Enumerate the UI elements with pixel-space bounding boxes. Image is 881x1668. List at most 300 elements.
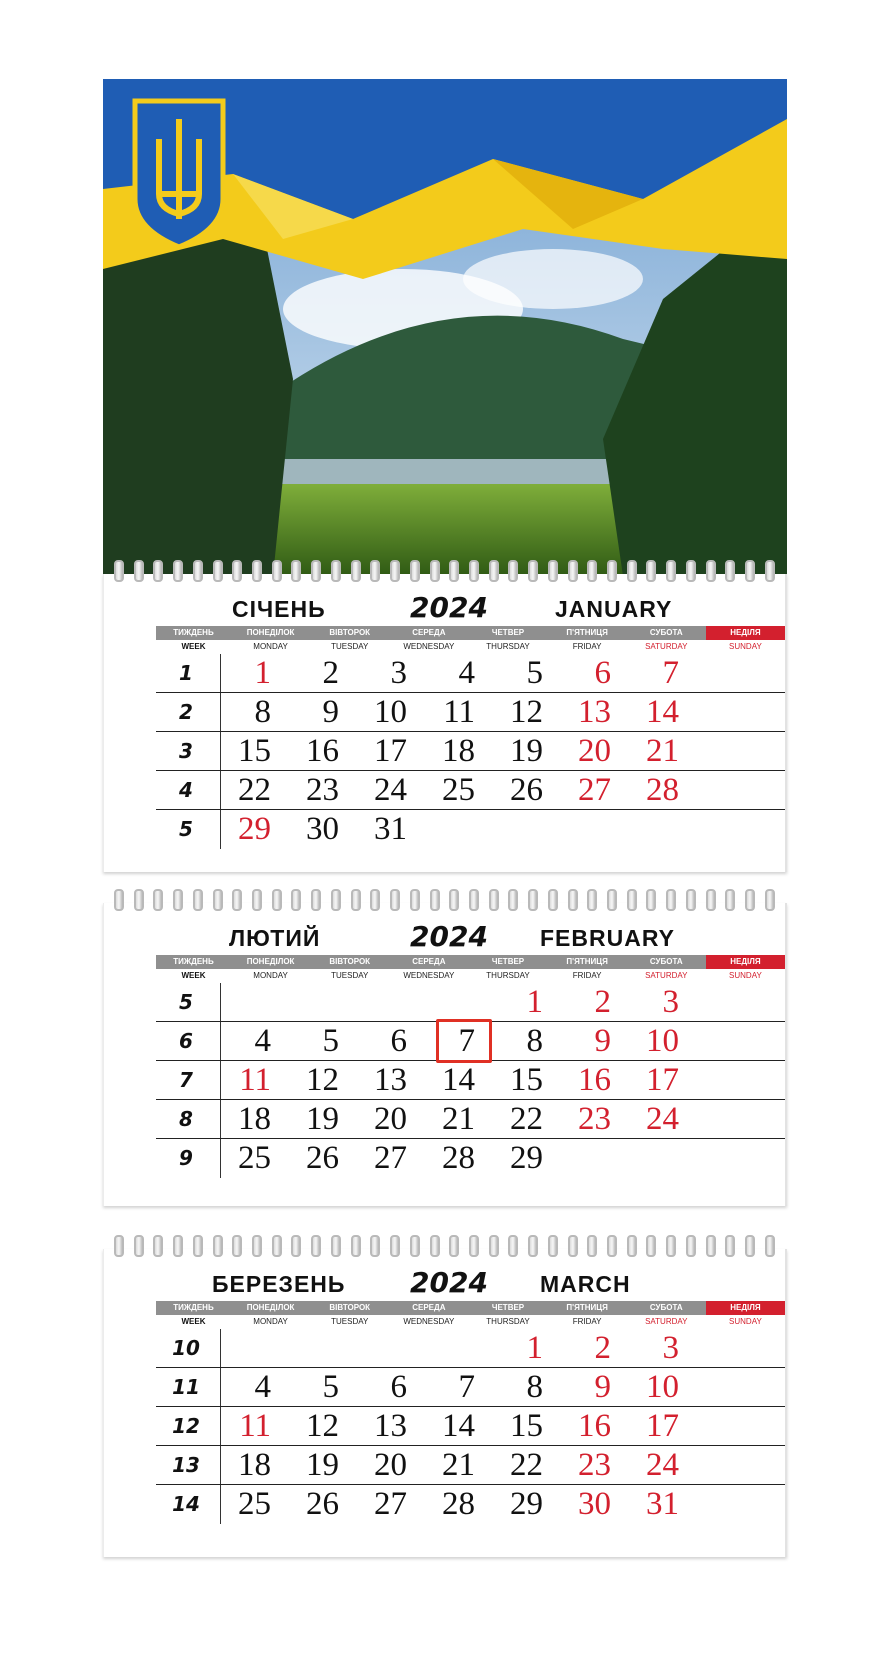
day-cell[interactable] — [360, 1061, 433, 1100]
day-number: 6 — [390, 1369, 407, 1405]
spiral-ring-icon — [430, 560, 440, 582]
day-cell[interactable] — [360, 732, 433, 771]
day-number: 21 — [442, 1447, 475, 1483]
weekday-label-uk: СЕРЕДА — [412, 1303, 446, 1312]
day-cell[interactable] — [632, 771, 705, 810]
day-cell[interactable] — [292, 1022, 365, 1061]
day-number: 16 — [306, 733, 339, 769]
day-cell[interactable] — [632, 1407, 705, 1446]
day-number: 29 — [238, 811, 271, 847]
month-title — [104, 1266, 785, 1301]
weekday-header-uk — [156, 955, 785, 969]
week-row — [156, 1061, 785, 1100]
day-number: 27 — [374, 1140, 407, 1176]
day-number: 17 — [646, 1408, 679, 1444]
day-number: 15 — [238, 733, 271, 769]
spiral-ring-icon — [489, 1235, 499, 1257]
day-number: 10 — [646, 1023, 679, 1059]
weekday-header-en — [156, 640, 785, 654]
day-cell[interactable] — [428, 1139, 501, 1178]
day-cell[interactable] — [224, 732, 297, 771]
day-cell[interactable] — [360, 810, 433, 849]
weekday-label-uk: СУБОТА — [649, 1303, 683, 1312]
day-number: 15 — [510, 1062, 543, 1098]
day-cell[interactable] — [496, 1485, 569, 1524]
weekday-label-en: FRIDAY — [572, 971, 602, 980]
weekday-label-en: SATURDAY — [645, 971, 688, 980]
day-cell[interactable] — [564, 1368, 637, 1407]
day-cell[interactable] — [496, 732, 569, 771]
day-cell[interactable] — [496, 654, 569, 693]
spiral-ring-icon — [410, 889, 420, 911]
spiral-ring-icon — [232, 889, 242, 911]
weekday-label-en: MONDAY — [253, 642, 288, 651]
day-cell[interactable] — [224, 1100, 297, 1139]
day-cell[interactable] — [428, 1368, 501, 1407]
day-number: 2 — [594, 1330, 611, 1366]
day-cell[interactable] — [632, 654, 705, 693]
day-cell[interactable] — [564, 732, 637, 771]
day-number: 6 — [390, 1023, 407, 1059]
spiral-ring-icon — [331, 889, 341, 911]
spiral-ring-icon — [725, 1235, 735, 1257]
day-number: 23 — [306, 772, 339, 808]
spiral-binding — [104, 889, 785, 911]
week-row — [156, 1485, 785, 1524]
spiral-ring-icon — [291, 1235, 301, 1257]
month-name-uk: ЛЮТИЙ — [229, 925, 321, 951]
spiral-ring-icon — [666, 1235, 676, 1257]
landscape-image — [103, 79, 787, 576]
week-row — [156, 1407, 785, 1446]
day-cell[interactable] — [564, 1022, 637, 1061]
spiral-ring-icon — [153, 889, 163, 911]
spiral-ring-icon — [686, 560, 696, 582]
day-cell[interactable] — [632, 1446, 705, 1485]
day-number: 28 — [442, 1140, 475, 1176]
day-number: 20 — [374, 1101, 407, 1137]
weekday-header-en — [156, 1315, 785, 1329]
day-cell[interactable] — [632, 1485, 705, 1524]
day-number: 13 — [578, 694, 611, 730]
day-number: 14 — [442, 1062, 475, 1098]
spiral-ring-icon — [311, 1235, 321, 1257]
day-number: 19 — [306, 1101, 339, 1137]
week-row — [156, 1368, 785, 1407]
day-cell[interactable] — [360, 654, 433, 693]
day-cell[interactable] — [564, 1061, 637, 1100]
day-number: 14 — [442, 1408, 475, 1444]
day-cell[interactable] — [564, 1329, 637, 1368]
day-cell[interactable] — [292, 1368, 365, 1407]
day-cell[interactable] — [224, 693, 297, 732]
day-cell[interactable] — [564, 771, 637, 810]
week-row — [156, 1329, 785, 1368]
weekday-label-en: MONDAY — [253, 971, 288, 980]
weekday-label-uk: СУБОТА — [649, 628, 683, 637]
day-cell[interactable] — [292, 693, 365, 732]
day-cell[interactable] — [632, 1368, 705, 1407]
day-cell[interactable] — [632, 1022, 705, 1061]
spiral-ring-icon — [646, 889, 656, 911]
day-cell[interactable] — [564, 1100, 637, 1139]
day-number: 1 — [526, 984, 543, 1020]
day-cell[interactable] — [496, 1329, 569, 1368]
spiral-ring-icon — [745, 1235, 755, 1257]
day-number: 23 — [578, 1447, 611, 1483]
spiral-ring-icon — [410, 560, 420, 582]
day-cell[interactable] — [564, 654, 637, 693]
day-number: 21 — [442, 1101, 475, 1137]
day-cell[interactable] — [428, 1485, 501, 1524]
day-number: 2 — [322, 655, 339, 691]
week-number: 6 — [179, 1029, 193, 1053]
spiral-ring-icon — [311, 889, 321, 911]
spiral-ring-icon — [311, 560, 321, 582]
day-cell[interactable] — [224, 810, 297, 849]
week-row — [156, 693, 785, 732]
day-number: 26 — [306, 1486, 339, 1522]
day-number: 30 — [306, 811, 339, 847]
week-row — [156, 810, 785, 849]
day-cell[interactable] — [292, 810, 365, 849]
day-number: 7 — [662, 655, 679, 691]
weekday-label-en: SATURDAY — [645, 1317, 688, 1326]
day-number: 11 — [239, 1062, 271, 1098]
week-number: 8 — [179, 1107, 193, 1131]
day-cell[interactable] — [292, 771, 365, 810]
day-cell[interactable] — [224, 1368, 297, 1407]
day-cell[interactable] — [496, 1407, 569, 1446]
day-cell[interactable] — [632, 1329, 705, 1368]
day-number: 31 — [374, 811, 407, 847]
day-cell[interactable] — [360, 771, 433, 810]
weekday-label-en: SUNDAY — [729, 642, 762, 651]
day-cell[interactable] — [632, 1100, 705, 1139]
month-panel-january — [103, 574, 787, 872]
day-cell[interactable] — [360, 693, 433, 732]
day-cell[interactable] — [224, 1061, 297, 1100]
day-cell[interactable] — [564, 1407, 637, 1446]
weekday-label-uk: ПОНЕДІЛОК — [246, 957, 295, 966]
day-cell[interactable] — [292, 1139, 365, 1178]
day-number: 19 — [306, 1447, 339, 1483]
day-number: 3 — [662, 984, 679, 1020]
day-cell[interactable] — [564, 693, 637, 732]
spiral-ring-icon — [291, 889, 301, 911]
spiral-ring-icon — [134, 1235, 144, 1257]
day-number: 11 — [239, 1408, 271, 1444]
spiral-ring-icon — [489, 560, 499, 582]
spiral-ring-icon — [370, 1235, 380, 1257]
weekday-header-uk — [156, 1301, 785, 1315]
week-row — [156, 654, 785, 693]
day-number: 8 — [526, 1369, 543, 1405]
day-cell[interactable] — [496, 1061, 569, 1100]
spiral-ring-icon — [193, 560, 203, 582]
day-number: 23 — [578, 1101, 611, 1137]
day-cell[interactable] — [292, 654, 365, 693]
weekday-label-en: THURSDAY — [486, 642, 530, 651]
weekday-label-uk: НЕДІЛЯ — [706, 626, 785, 640]
spiral-ring-icon — [449, 1235, 459, 1257]
month-panel-march — [103, 1249, 787, 1557]
day-cell[interactable] — [496, 1022, 569, 1061]
month-panel-february — [103, 903, 787, 1206]
weekday-label-uk: СЕРЕДА — [412, 957, 446, 966]
week-number: 2 — [179, 700, 193, 724]
weekday-label-en: WEDNESDAY — [403, 642, 455, 651]
spiral-ring-icon — [469, 889, 479, 911]
day-cell[interactable] — [428, 732, 501, 771]
day-number: 29 — [510, 1486, 543, 1522]
week-row — [156, 1100, 785, 1139]
spiral-ring-icon — [232, 560, 242, 582]
spiral-ring-icon — [331, 560, 341, 582]
day-number: 24 — [646, 1447, 679, 1483]
spiral-ring-icon — [430, 889, 440, 911]
week-row — [156, 1446, 785, 1485]
day-cell[interactable] — [632, 693, 705, 732]
weekday-label-en: THURSDAY — [486, 1317, 530, 1326]
day-cell[interactable] — [292, 1407, 365, 1446]
spiral-ring-icon — [508, 1235, 518, 1257]
day-cell[interactable] — [224, 1139, 297, 1178]
spiral-ring-icon — [449, 560, 459, 582]
day-number: 4 — [254, 1369, 271, 1405]
day-cell[interactable] — [496, 771, 569, 810]
weekday-label-en: SATURDAY — [645, 642, 688, 651]
day-cell[interactable] — [632, 732, 705, 771]
day-number: 27 — [374, 1486, 407, 1522]
week-label-uk: ТИЖДЕНЬ — [173, 1303, 214, 1312]
spiral-ring-icon — [430, 1235, 440, 1257]
day-cell[interactable] — [360, 1100, 433, 1139]
day-number: 8 — [526, 1023, 543, 1059]
spiral-ring-icon — [745, 560, 755, 582]
spiral-ring-icon — [370, 889, 380, 911]
spiral-ring-icon — [508, 560, 518, 582]
month-title — [104, 920, 785, 955]
day-cell[interactable] — [496, 1368, 569, 1407]
spiral-ring-icon — [686, 889, 696, 911]
weekday-label-en: THURSDAY — [486, 971, 530, 980]
spiral-ring-icon — [213, 1235, 223, 1257]
day-cell[interactable] — [292, 732, 365, 771]
spiral-ring-icon — [331, 1235, 341, 1257]
day-cell[interactable] — [292, 1446, 365, 1485]
year-label: 2024 — [410, 920, 488, 953]
spiral-ring-icon — [410, 1235, 420, 1257]
day-cell[interactable] — [360, 1446, 433, 1485]
spiral-ring-icon — [390, 889, 400, 911]
day-number: 21 — [646, 733, 679, 769]
weekday-label-uk: ПОНЕДІЛОК — [246, 628, 295, 637]
day-cell[interactable] — [428, 654, 501, 693]
week-row — [156, 1139, 785, 1178]
spiral-ring-icon — [765, 1235, 775, 1257]
day-number: 4 — [458, 655, 475, 691]
spiral-ring-icon — [193, 889, 203, 911]
day-number: 20 — [374, 1447, 407, 1483]
week-row — [156, 983, 785, 1022]
day-number: 24 — [646, 1101, 679, 1137]
day-cell[interactable] — [496, 1100, 569, 1139]
day-number: 28 — [646, 772, 679, 808]
spiral-ring-icon — [114, 560, 124, 582]
day-cell[interactable] — [360, 1407, 433, 1446]
spiral-ring-icon — [587, 560, 597, 582]
day-number: 24 — [374, 772, 407, 808]
weekday-label-uk: П'ЯТНИЦЯ — [566, 1303, 608, 1312]
spiral-ring-icon — [548, 1235, 558, 1257]
day-cell[interactable] — [428, 1407, 501, 1446]
day-number: 17 — [374, 733, 407, 769]
day-cell[interactable] — [360, 1485, 433, 1524]
spiral-ring-icon — [252, 1235, 262, 1257]
day-number: 22 — [238, 772, 271, 808]
spiral-ring-icon — [627, 560, 637, 582]
day-cell[interactable] — [224, 771, 297, 810]
day-cell[interactable] — [360, 1139, 433, 1178]
spiral-ring-icon — [725, 889, 735, 911]
day-number: 18 — [442, 733, 475, 769]
spiral-ring-icon — [272, 1235, 282, 1257]
week-row — [156, 732, 785, 771]
day-cell[interactable] — [292, 1100, 365, 1139]
weekday-label-uk: ПОНЕДІЛОК — [246, 1303, 295, 1312]
day-cell[interactable] — [428, 1446, 501, 1485]
spiral-ring-icon — [173, 1235, 183, 1257]
day-cell[interactable] — [360, 1022, 433, 1061]
spiral-ring-icon — [370, 560, 380, 582]
week-row — [156, 771, 785, 810]
spiral-ring-icon — [607, 1235, 617, 1257]
day-number: 12 — [306, 1408, 339, 1444]
spiral-ring-icon — [134, 560, 144, 582]
day-number: 4 — [254, 1023, 271, 1059]
weekday-label-uk: СЕРЕДА — [412, 628, 446, 637]
day-cell[interactable] — [428, 693, 501, 732]
spiral-ring-icon — [114, 889, 124, 911]
day-number: 17 — [646, 1062, 679, 1098]
day-number: 27 — [578, 772, 611, 808]
spiral-ring-icon — [548, 560, 558, 582]
spiral-ring-icon — [706, 560, 716, 582]
day-cell[interactable] — [496, 983, 569, 1022]
spiral-ring-icon — [568, 889, 578, 911]
day-number: 13 — [374, 1062, 407, 1098]
day-number: 25 — [238, 1486, 271, 1522]
weekday-label-en: SUNDAY — [729, 971, 762, 980]
day-number: 8 — [254, 694, 271, 730]
day-cell[interactable] — [564, 1446, 637, 1485]
day-number: 9 — [322, 694, 339, 730]
spiral-ring-icon — [134, 889, 144, 911]
day-cell[interactable] — [496, 693, 569, 732]
day-number: 25 — [238, 1140, 271, 1176]
day-cell[interactable] — [292, 1485, 365, 1524]
day-number: 18 — [238, 1101, 271, 1137]
weekday-label-en: SUNDAY — [729, 1317, 762, 1326]
day-cell[interactable] — [428, 771, 501, 810]
week-label-en: WEEK — [181, 971, 206, 980]
spiral-ring-icon — [745, 889, 755, 911]
spiral-ring-icon — [252, 889, 262, 911]
day-cell[interactable] — [224, 654, 297, 693]
weekday-label-uk: НЕДІЛЯ — [706, 1301, 785, 1315]
day-number: 1 — [526, 1330, 543, 1366]
day-cell[interactable] — [564, 1485, 637, 1524]
day-cell[interactable] — [632, 1061, 705, 1100]
weekday-label-en: WEDNESDAY — [403, 1317, 455, 1326]
weekday-label-en: FRIDAY — [572, 642, 602, 651]
day-number: 15 — [510, 1408, 543, 1444]
day-cell[interactable] — [224, 1022, 297, 1061]
week-number: 12 — [172, 1414, 200, 1438]
month-name-uk: СІЧЕНЬ — [232, 596, 326, 622]
day-cell[interactable] — [428, 1100, 501, 1139]
week-number: 3 — [179, 739, 193, 763]
spiral-ring-icon — [351, 889, 361, 911]
day-cell[interactable] — [564, 983, 637, 1022]
day-cell[interactable] — [496, 1139, 569, 1178]
day-number: 12 — [306, 1062, 339, 1098]
spiral-ring-icon — [607, 889, 617, 911]
spiral-ring-icon — [213, 560, 223, 582]
day-cell[interactable] — [632, 983, 705, 1022]
selected-day-highlight — [436, 1019, 492, 1063]
spiral-ring-icon — [489, 889, 499, 911]
week-number: 5 — [179, 990, 193, 1014]
weekday-label-uk: ЧЕТВЕР — [491, 628, 525, 637]
day-cell[interactable] — [292, 1061, 365, 1100]
day-number: 1 — [254, 655, 271, 691]
spiral-ring-icon — [587, 1235, 597, 1257]
week-number: 11 — [172, 1375, 200, 1399]
day-number: 10 — [646, 1369, 679, 1405]
day-number: 7 — [458, 1369, 475, 1405]
day-number: 26 — [510, 772, 543, 808]
day-cell[interactable] — [224, 1446, 297, 1485]
day-number: 13 — [374, 1408, 407, 1444]
day-cell[interactable] — [360, 1368, 433, 1407]
day-number: 26 — [306, 1140, 339, 1176]
day-number: 12 — [510, 694, 543, 730]
spiral-ring-icon — [272, 889, 282, 911]
spiral-ring-icon — [627, 889, 637, 911]
spiral-ring-icon — [291, 560, 301, 582]
weekday-label-uk: НЕДІЛЯ — [706, 955, 785, 969]
day-cell[interactable] — [224, 1407, 297, 1446]
day-number: 29 — [510, 1140, 543, 1176]
weekday-label-uk: СУБОТА — [649, 957, 683, 966]
weekday-header-en — [156, 969, 785, 983]
day-number: 28 — [442, 1486, 475, 1522]
spiral-ring-icon — [587, 889, 597, 911]
day-number: 5 — [322, 1023, 339, 1059]
day-cell[interactable] — [224, 1485, 297, 1524]
spiral-ring-icon — [508, 889, 518, 911]
month-name-en: FEBRUARY — [540, 925, 675, 951]
day-cell[interactable] — [496, 1446, 569, 1485]
day-cell[interactable] — [428, 1061, 501, 1100]
day-number: 22 — [510, 1101, 543, 1137]
trident-emblem-icon — [135, 101, 223, 247]
week-number: 9 — [179, 1146, 193, 1170]
day-number: 20 — [578, 733, 611, 769]
spiral-ring-icon — [469, 560, 479, 582]
